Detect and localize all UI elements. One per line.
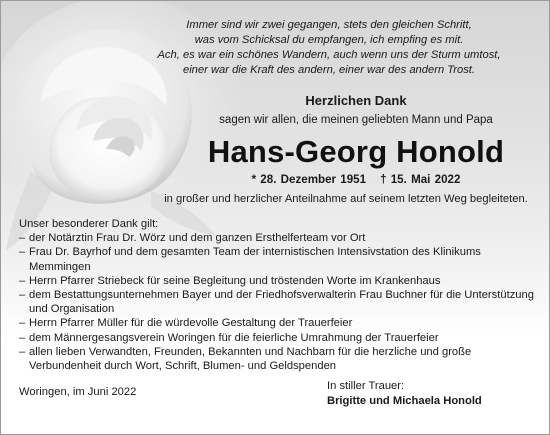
deceased-name: Hans-Georg Honold — [207, 134, 505, 169]
thanks-title: Herzlichen Dank — [305, 93, 407, 108]
list-item-text: dem Bestattungsunternehmen Bayer und der Friedhofsverwalterin Frau Buchner für die Unterstützung und Organisation — [29, 289, 534, 316]
poem-line: was vom Schicksal du empfangen, ich empfing es mit. — [194, 34, 464, 46]
poem — [139, 18, 519, 78]
signature-block — [327, 379, 482, 409]
thanks-list — [19, 217, 539, 373]
list-item — [19, 231, 539, 245]
dash-glyph: – — [19, 274, 26, 287]
poem-line: Ach, es war ein schönes Wandern, auch wenn uns der Sturm umtost, — [157, 49, 501, 61]
list-item — [19, 274, 539, 288]
thanks-list-intro: Unser besonderer Dank gilt: — [19, 218, 159, 230]
list-item — [19, 331, 539, 345]
list-item-text: Herrn Pfarrer Müller für die würdevolle Gestaltung der Trauerfeier — [29, 317, 353, 330]
list-item-text: allen lieben Verwandten, Freunden, Bekannten und Nachbarn für die herzliche und große Verbundenheit durch Wort, Schrift, Blumen- und Geldspenden — [29, 345, 472, 373]
mourner-names: Brigitte und Michaela Honold — [327, 395, 482, 407]
life-dates — [161, 173, 550, 186]
list-item — [19, 345, 539, 373]
death-date: † 15. Mai 2022 — [380, 173, 461, 186]
condolence-line: in großer und herzlicher Anteilnahme auf seinem letzten Weg begleiteten. — [164, 193, 528, 205]
dash-glyph: – — [19, 317, 26, 330]
dash-glyph: – — [19, 232, 26, 245]
dash-glyph: – — [19, 345, 26, 358]
dash-glyph: – — [19, 331, 26, 344]
poem-line: einer war die Kraft des andern, einer war des andern Trost. — [182, 64, 476, 76]
list-item — [19, 245, 539, 273]
list-item-text: der Notärztin Frau Dr. Wörz und dem ganzen Ersthelferteam vor Ort — [29, 232, 366, 245]
list-item — [19, 288, 539, 316]
list-item-text: Herrn Pfarrer Striebeck für seine Begleitung und tröstenden Worte im Krankenhaus — [29, 274, 441, 287]
place-date: Woringen, im Juni 2022 — [19, 386, 137, 398]
dash-glyph: – — [19, 246, 26, 259]
birth-date: * 28. Dezember 1951 — [251, 173, 367, 186]
mourning-label: In stiller Trauer: — [327, 380, 405, 392]
list-item — [19, 316, 539, 330]
thanks-subtitle: sagen wir allen, die meinen geliebten Mann und Papa — [219, 114, 493, 126]
list-item-text: dem Männergesangsverein Woringen für die feierliche Umrahmung der Trauerfeier — [29, 331, 439, 344]
list-item-text: Frau Dr. Bayrhof und dem gesamten Team der internistischen Intensivstation des Klinikums Memmingen — [29, 246, 481, 273]
dash-glyph: – — [19, 289, 26, 302]
poem-line: Immer sind wir zwei gegangen, stets den gleichen Schritt, — [186, 19, 472, 31]
